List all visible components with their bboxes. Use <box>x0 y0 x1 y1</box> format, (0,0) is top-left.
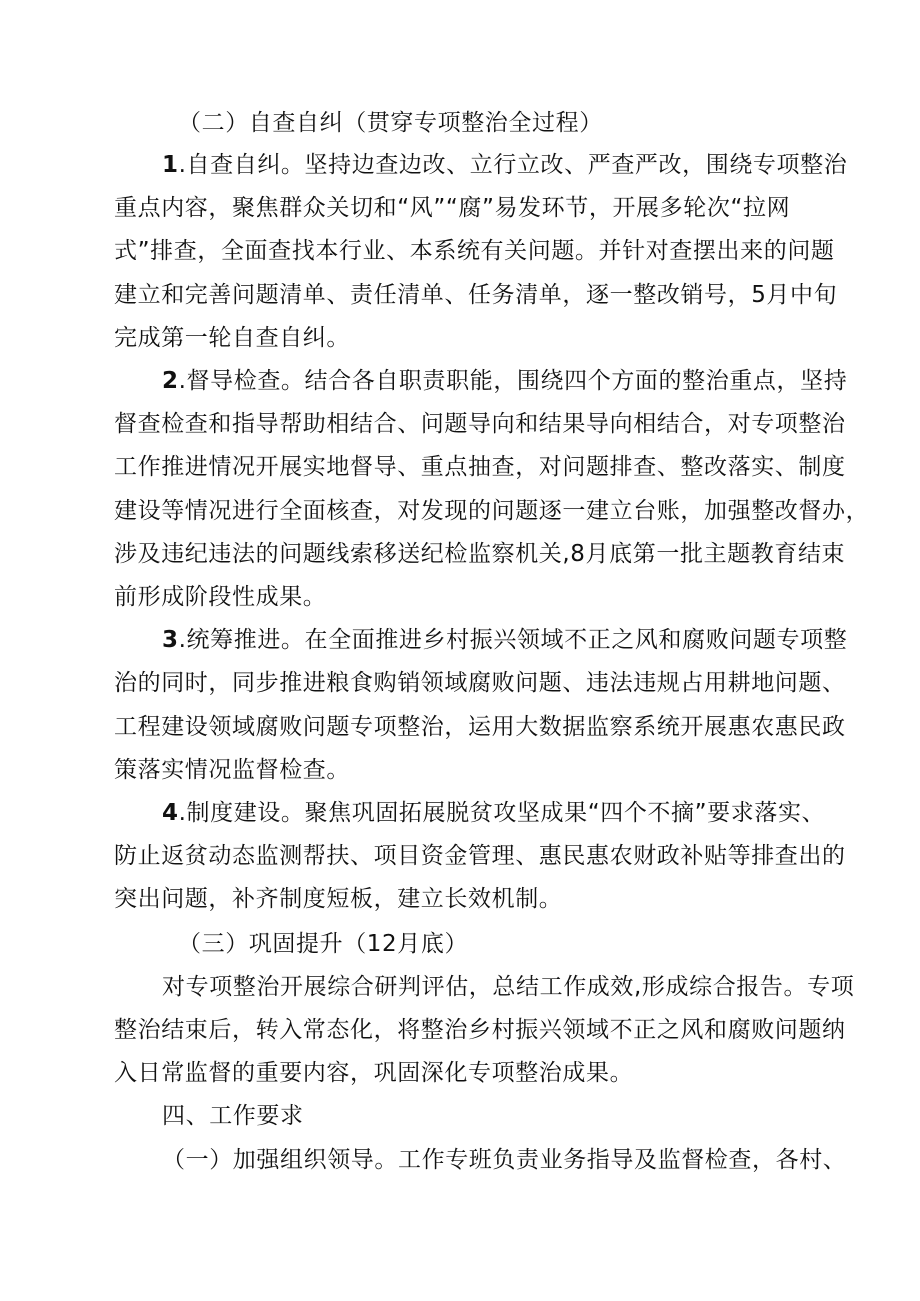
section-4-heading: 四、工作要求 <box>162 1103 304 1129</box>
item-1-number: 1 <box>162 152 179 178</box>
section-3-line-2: 整治结束后，转入常态化，将整治乡村振兴领域不正之风和腐败问题纳 <box>114 1017 846 1043</box>
item-2-line-5: 涉及违纪违法的问题线索移送纪检监察机关,8月底第一批主题教育结束 <box>114 541 846 567</box>
item-3-line-3: 工程建设领域腐败问题专项整治，运用大数据监察系统开展惠农惠民政 <box>114 714 846 740</box>
item-1-line-1 <box>162 150 882 180</box>
item-2-text: .督导检查。结合各自职责职能，围绕四个方面的整治重点，坚持 <box>178 368 848 394</box>
section-3-heading: （三）巩固提升（12月底） <box>178 931 469 957</box>
item-1-text: .自查自纠。坚持边查边改、立行立改、严查严改，围绕专项整治 <box>178 152 848 178</box>
section-2-heading: （二）自查自纠（贯穿专项整治全过程） <box>178 110 603 136</box>
item-1-line-2: 重点内容，聚焦群众关切和“风”“腐”易发环节，开展多轮次“拉网 <box>114 195 791 221</box>
section-4-line-1: （一）加强组织领导。工作专班负责业务指导及监督检查，各村、 <box>162 1147 847 1173</box>
item-4-line-2: 防止返贫动态监测帮扶、项目资金管理、惠民惠农财政补贴等排查出的 <box>114 843 846 869</box>
item-2-line-1 <box>162 366 882 396</box>
item-3-line-1 <box>162 625 882 655</box>
item-4-line-1 <box>162 798 882 828</box>
item-3-number: 3 <box>162 627 179 653</box>
item-1-line-4: 建立和完善问题清单、责任清单、任务清单，逐一整改销号，5月中旬 <box>114 282 838 308</box>
section-3-line-3: 入日常监督的重要内容，巩固深化专项整治成果。 <box>114 1060 634 1086</box>
item-4-text: .制度建设。聚焦巩固拓展脱贫攻坚成果“四个不摘”要求落实、 <box>178 800 826 826</box>
item-2-line-2: 督查检查和指导帮助相结合、问题导向和结果导向相结合，对专项整治 <box>114 411 846 437</box>
item-3-line-4: 策落实情况监督检查。 <box>114 757 350 783</box>
item-1-line-3: 式”排查，全面查找本行业、本系统有关问题。并针对查摆出来的问题 <box>114 238 835 264</box>
item-2-line-4: 建设等情况进行全面核查，对发现的问题逐一建立台账，加强整改督办， <box>114 498 870 524</box>
item-2-number: 2 <box>162 368 179 394</box>
item-2-line-6: 前形成阶段性成果。 <box>114 584 327 610</box>
item-4-line-3: 突出问题，补齐制度短板，建立长效机制。 <box>114 886 563 912</box>
item-3-line-2: 治的同时，同步推进粮食购销领域腐败问题、违法违规占用耕地问题、 <box>114 670 846 696</box>
item-3-text: .统筹推进。在全面推进乡村振兴领域不正之风和腐败问题专项整 <box>178 627 848 653</box>
item-2-line-3: 工作推进情况开展实地督导、重点抽查，对问题排查、整改落实、制度 <box>114 454 846 480</box>
item-1-line-5: 完成第一轮自查自纠。 <box>114 325 350 351</box>
item-4-number: 4 <box>162 800 179 826</box>
section-3-line-1: 对专项整治开展综合研判评估，总结工作成效,形成综合报告。专项 <box>162 974 855 1000</box>
